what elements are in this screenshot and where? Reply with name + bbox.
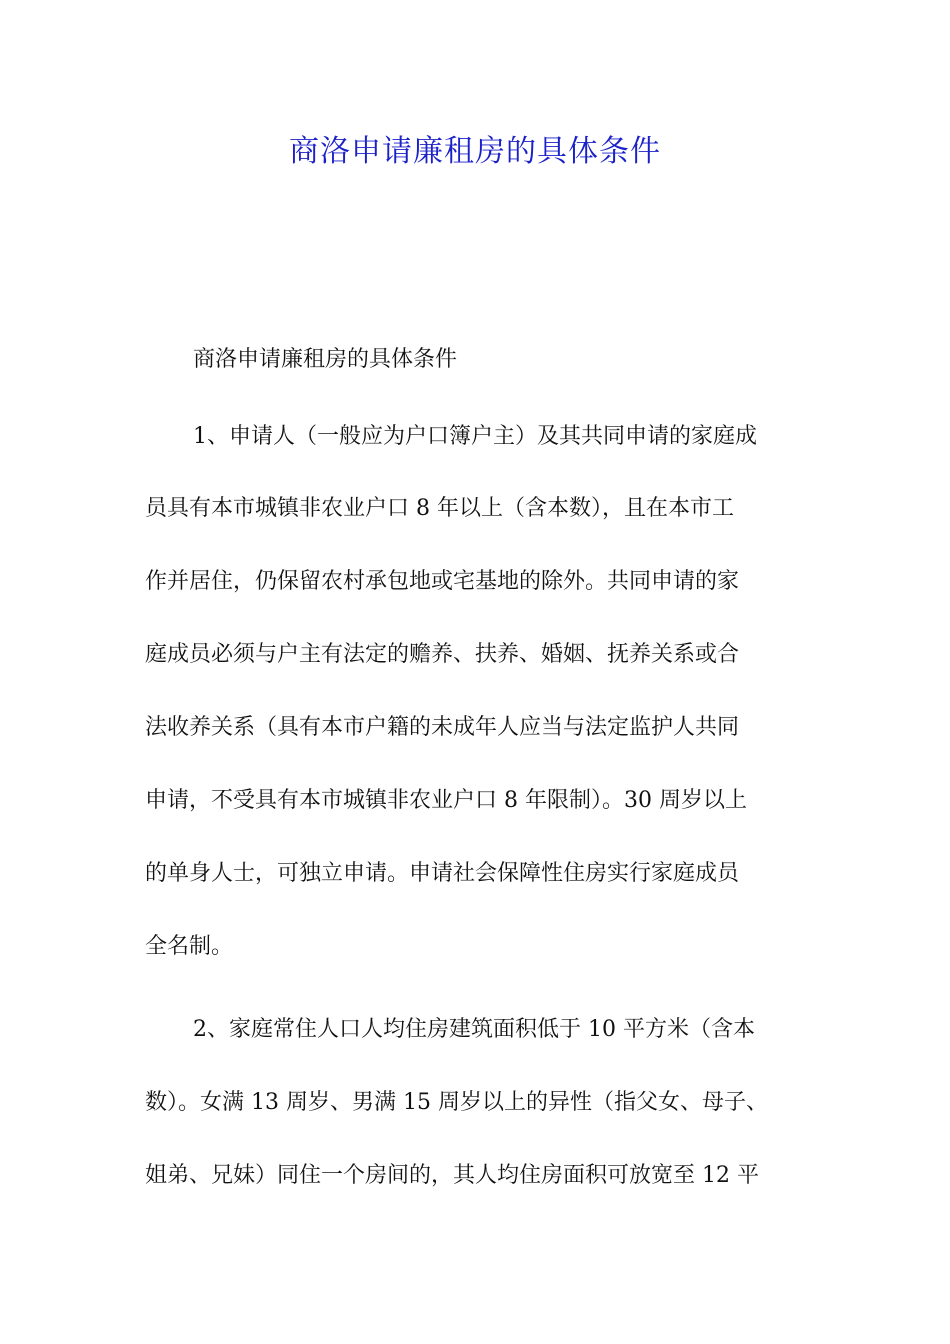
paragraph-1-line-7: 的单身人士，可独立申请。申请社会保障性住房实行家庭成员 bbox=[145, 861, 740, 886]
document-title: 商洛申请廉租房的具体条件 bbox=[289, 134, 661, 169]
paragraph-2-line-3: 姐弟、兄妹）同住一个房间的，其人均住房面积可放宽至 12 平 bbox=[145, 1163, 759, 1188]
document-subtitle: 商洛申请廉租房的具体条件 bbox=[193, 347, 458, 372]
paragraph-2-line-2: 数）。女满 13 周岁、男满 15 周岁以上的异性（指父女、母子、 bbox=[145, 1090, 768, 1115]
paragraph-1-line-1: 1、申请人（一般应为户口簿户主）及其共同申请的家庭成 bbox=[193, 424, 757, 449]
paragraph-1-line-8: 全名制。 bbox=[145, 934, 234, 959]
paragraph-1-line-2: 员具有本市城镇非农业户口 8 年以上（含本数），且在本市工 bbox=[145, 496, 734, 521]
paragraph-1-line-6: 申请，不受具有本市城镇非农业户口 8 年限制）。30 周岁以上 bbox=[145, 788, 747, 813]
paragraph-1-line-5: 法收养关系（具有本市户籍的未成年人应当与法定监护人共同 bbox=[145, 715, 740, 740]
paragraph-1-line-3: 作并居住，仍保留农村承包地或宅基地的除外。共同申请的家 bbox=[145, 569, 740, 594]
paragraph-1-line-4: 庭成员必须与户主有法定的赡养、扶养、婚姻、抚养关系或合 bbox=[145, 642, 740, 667]
paragraph-2-line-1: 2、家庭常住人口人均住房建筑面积低于 10 平方米（含本 bbox=[193, 1017, 755, 1042]
